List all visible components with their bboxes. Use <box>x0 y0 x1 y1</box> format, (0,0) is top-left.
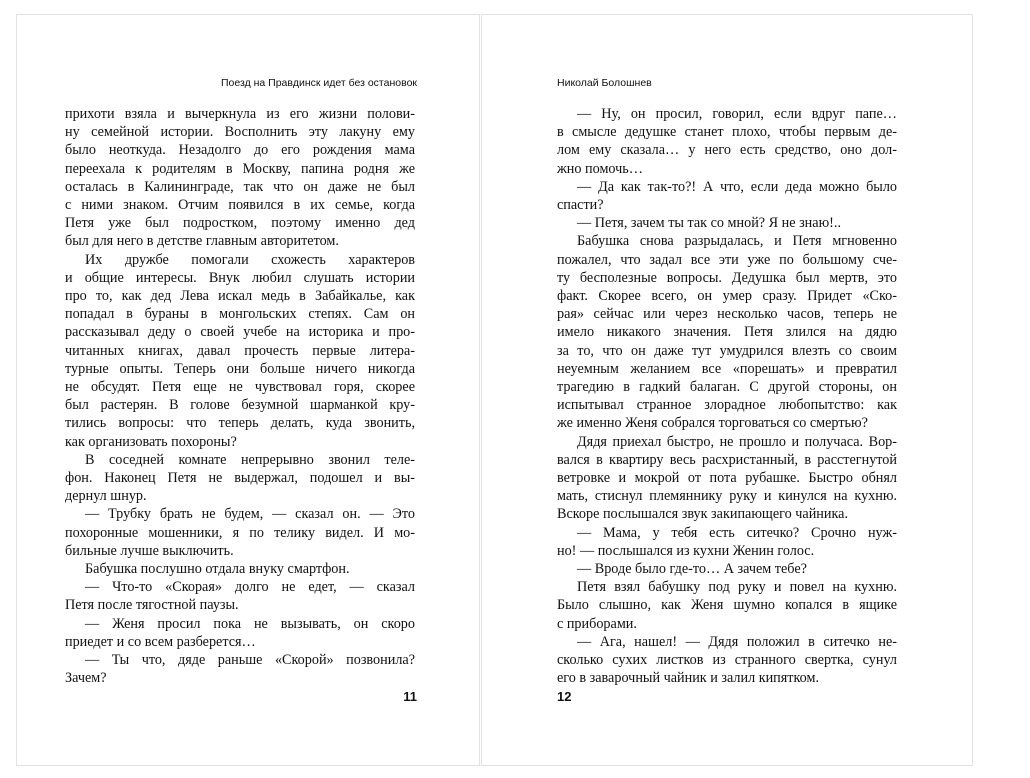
text-line: — Да как так-то?! А что, если деда можно было <box>577 178 897 195</box>
text-line: дернул шнур. <box>65 488 147 505</box>
text-line: ту бесполезные вопросы. Дедушка был мертв, это <box>557 269 897 286</box>
text-line: Зачем? <box>65 670 107 687</box>
text-line: вался в квартиру весь расхристанный, в расстегнутой <box>557 451 897 468</box>
text-line: ну семейной истории. Восполнить эту лакуну ему <box>65 124 415 141</box>
text-line: мать, стиснул племяннику руку и кинулся на кухню. <box>557 488 897 505</box>
text-line: переехала к родителям в Москву, папина родня же <box>65 160 415 177</box>
text-line: В соседней комнате непрерывно звонил теле- <box>85 451 415 468</box>
right-page <box>481 14 973 766</box>
running-header-title: Поезд на Правдинск идет без остановок <box>220 77 417 89</box>
running-header-author: Николай Болошнев <box>557 77 652 89</box>
text-line: же именно Женя собрался торговаться со смертью? <box>557 415 868 432</box>
left-page <box>16 14 480 766</box>
page-number: 12 <box>557 689 572 704</box>
text-line: прихоти взяла и вычеркнула из его жизни полови- <box>65 106 415 122</box>
text-line: с приборами. <box>557 615 637 632</box>
text-line: и общие интересы. Внук любил слушать истории <box>65 269 415 286</box>
text-line: — Ты что, дяде раньше «Скорой» позвонила? <box>85 652 415 669</box>
text-line: Было слышно, как Женя шумно копался в ящике <box>557 597 897 614</box>
text-line: — Мама, у тебя есть ситечко? Срочно нуж- <box>577 524 897 541</box>
text-line: был растерян. В голове безумной шарманкой кру- <box>65 397 415 414</box>
text-line: — Трубку брать не будем, — сказал он. — Это <box>85 506 415 523</box>
text-line: имело никакого значения. Петя злился на дядю <box>557 324 897 341</box>
text-line: был для него в детстве главным авторитетом. <box>65 233 339 250</box>
text-line: с ними знаком. Отчим появился в их семье, когда <box>65 197 415 214</box>
text-line: Петя взял бабушку под руку и повел на кухню. <box>577 579 897 596</box>
text-line: Бабушка снова разрыдалась, и Петя мгновенно <box>577 233 897 250</box>
text-line: турные опыты. Теперь они больше ничего никогда <box>65 360 415 377</box>
text-line: Вскоре послышался звук закипающего чайника. <box>557 506 848 523</box>
text-line: Их дружбе помогали схожесть характеров <box>85 251 415 268</box>
text-line: — Ага, нашел! — Дядя положил в ситечко не- <box>577 633 897 650</box>
text-line: было неоткуда. Незадолго до его рождения мама <box>65 142 415 159</box>
text-line: фон. Наконец Петя не выдержал, подошел и вы- <box>65 470 415 487</box>
text-line: испытывал странное злорадное любопытство: как <box>557 397 897 414</box>
text-line: как организовать похороны? <box>65 433 237 450</box>
text-line: рассказывал деду о своей учебе на историка и про- <box>65 324 415 341</box>
text-line: — Петя, зачем ты так со мной? Я не знаю!.. <box>577 215 841 232</box>
text-line: факт. Скорее всего, он умер сразу. Придет «Ско- <box>557 288 897 305</box>
text-line: про то, как дед Лева искал медь в Забайкалье, как <box>65 288 415 305</box>
text-line: — Вроде было где-то… А зачем тебе? <box>577 561 807 578</box>
text-line: его в заварочный чайник и залил кипятком. <box>557 670 820 687</box>
text-line: спасти? <box>557 197 604 214</box>
text-line: сколько сухих листков из странного свертка, сунул <box>557 652 897 669</box>
left-page-text <box>65 105 415 688</box>
text-line: лом ему сказала… у него есть средство, оно дол- <box>557 142 897 159</box>
text-line: но! — послышался из кухни Женин голос. <box>557 542 815 559</box>
text-line: трагедию в гадкий балаган. С другой стороны, он <box>557 379 897 396</box>
text-line: рая» сейчас или через несколько часов, теперь не <box>557 306 897 323</box>
text-line: приедет и со всем разберется… <box>65 633 256 650</box>
text-line: неуемным желанием все «порешать» и превратил <box>557 360 897 377</box>
text-line: осталась в Калининграде, так что он даже не был <box>65 178 415 195</box>
text-line: Петя уже был подростком, поэтому именно дед <box>65 215 415 232</box>
page-number: 11 <box>403 689 417 704</box>
text-line: — Что-то «Скорая» долго не едет, — сказал <box>85 579 415 596</box>
text-line: жно помочь… <box>557 160 643 177</box>
text-line: попадал в бураны в монгольских степях. Сам он <box>65 306 415 323</box>
text-line: за то, что он даже тут умудрился влезть со своим <box>557 342 897 359</box>
text-line: бильные лучше выключить. <box>65 542 234 559</box>
text-line: пожалел, что задал все эти уже по большому сче- <box>557 251 897 268</box>
text-line: в смысле дедушке станет плохо, чтобы первым де- <box>557 124 897 141</box>
text-line: Дядя приехал быстро, не прошло и получаса. Вор- <box>577 433 897 450</box>
text-line: ветровке и мокрой от пота рубашке. Быстро обнял <box>557 470 897 487</box>
right-page-text <box>557 105 897 688</box>
text-line: похоронные мошенники, я по телику видел. И мо- <box>65 524 415 541</box>
text-line: не обсудят. Петя еще не чувствовал горя, скорее <box>65 379 415 396</box>
text-line: тились вопросы: что теперь делать, куда звонить, <box>65 415 415 432</box>
text-line: — Ну, он просил, говорил, если вдруг папе… <box>577 106 897 122</box>
text-line: Петя после тягостной паузы. <box>65 597 239 614</box>
text-line: Бабушка послушно отдала внуку смартфон. <box>85 561 350 578</box>
text-line: читанных книгах, давал прочесть первые литера- <box>65 342 415 359</box>
text-line: — Женя просил пока не вызывать, он скоро <box>85 615 415 632</box>
